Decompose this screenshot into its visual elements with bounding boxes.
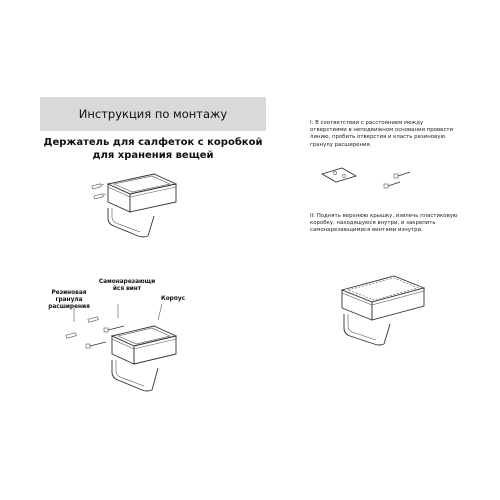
mounting-plate-illustration	[318, 160, 428, 194]
open-box-illustration	[336, 262, 436, 346]
screw-anchor-icon	[384, 172, 410, 188]
label-body: Корпус	[160, 296, 186, 302]
wall-anchor-icon	[92, 184, 106, 199]
mounting-plate-icon	[322, 168, 356, 182]
holder-illustration	[88, 168, 183, 243]
open-holder-icon	[342, 276, 424, 345]
holder-body-icon	[112, 326, 176, 391]
step-1-text: I: В соответствии с расстоянием между отверстиями в неподвижном основании провести линию, пробить отверстия и класть резиновую гранулу расширения.	[310, 120, 454, 148]
page-title: Инструкция по монтажу	[78, 107, 228, 121]
page-title-bar	[40, 97, 266, 131]
label-screw: Самонарезающи йся винт	[98, 279, 156, 292]
product-name: Держатель для салфеток с коробкой для хранения вещей	[43, 137, 263, 161]
exploded-view-illustration	[60, 300, 190, 400]
step-2-text: II: Поднять верхнюю крышку, извлечь пластиковую коробку, находящуюся внутри, и закрепить самонарезающимися винтами изнутри.	[310, 213, 458, 234]
label-anchor: Резиновая гранула расширения	[48, 290, 90, 310]
expansion-anchor-icon	[66, 317, 98, 338]
holder-box-icon	[108, 174, 176, 237]
